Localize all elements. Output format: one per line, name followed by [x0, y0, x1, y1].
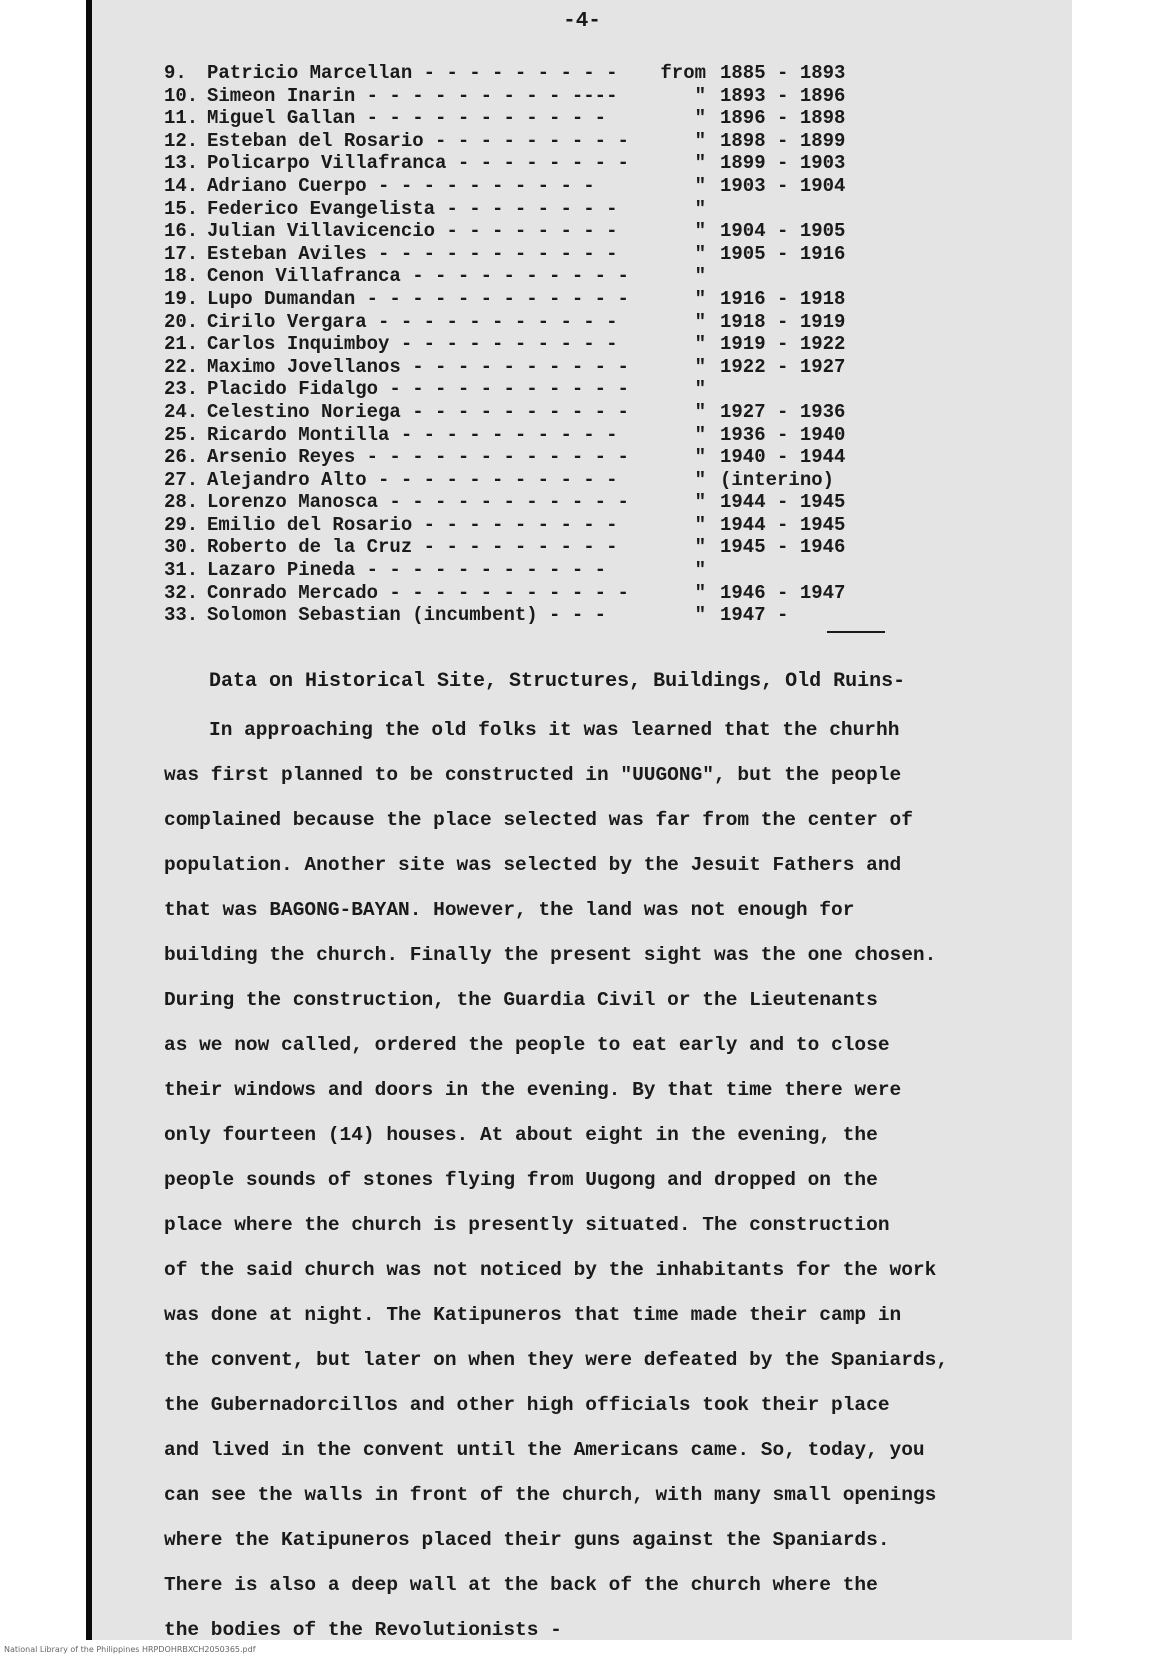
- paragraph-line: population. Another site was selected by the Jesuit Fathers and: [164, 854, 902, 876]
- official-name: Roberto de la Cruz - - - - - - - - -: [207, 536, 618, 559]
- paragraph-line: was done at night. The Katipuneros that time made their camp in: [164, 1304, 902, 1326]
- term-from-marker: ": [694, 378, 706, 401]
- official-number: 16.: [164, 220, 199, 243]
- official-name: Lupo Dumandan - - - - - - - - - - - -: [207, 287, 629, 310]
- official-name: Simeon Inarin - - - - - - - - - ----: [207, 84, 618, 107]
- term-years: 1936 - 1940: [720, 423, 846, 446]
- official-name: Celestino Noriega - - - - - - - - - -: [207, 400, 629, 423]
- term-from-marker: ": [694, 400, 706, 423]
- official-number: 18.: [164, 265, 199, 288]
- official-number: 30.: [164, 536, 199, 559]
- term-years: 1944 - 1945: [720, 491, 846, 514]
- official-number: 11.: [164, 107, 199, 130]
- official-name: Lorenzo Manosca - - - - - - - - - - -: [207, 491, 629, 514]
- paragraph-line: building the church. Finally the present sight was the one chosen.: [164, 944, 937, 966]
- term-from-marker: ": [694, 468, 706, 491]
- official-name: Federico Evangelista - - - - - - - -: [207, 197, 618, 220]
- term-years: (interino): [720, 468, 835, 491]
- official-number: 31.: [164, 559, 199, 582]
- term-years: 1918 - 1919: [720, 310, 846, 333]
- official-name: Emilio del Rosario - - - - - - - - -: [207, 513, 618, 536]
- paragraph-line: where the Katipuneros placed their guns against the Spaniards.: [164, 1529, 890, 1551]
- official-number: 32.: [164, 581, 199, 604]
- official-number: 33.: [164, 604, 199, 627]
- official-number: 17.: [164, 242, 199, 265]
- official-number: 24.: [164, 400, 199, 423]
- term-from-marker: ": [694, 559, 706, 582]
- left-margin: [0, 0, 86, 1658]
- history-paragraph: [164, 712, 1064, 1657]
- paragraph-line: the bodies of the Revolutionists -: [164, 1619, 562, 1641]
- official-name: Carlos Inquimboy - - - - - - - - - -: [207, 333, 618, 356]
- term-from-marker: ": [694, 536, 706, 559]
- official-name: Cirilo Vergara - - - - - - - - - - -: [207, 310, 618, 333]
- official-name: Patricio Marcellan - - - - - - - - -: [207, 62, 618, 84]
- official-name: Cenon Villafranca - - - - - - - - - -: [207, 265, 629, 288]
- term-years: 1946 - 1947: [720, 581, 846, 604]
- term-years: 1940 - 1944: [720, 446, 846, 469]
- official-number: 13.: [164, 152, 199, 175]
- term-years: 1893 - 1896: [720, 84, 846, 107]
- official-number: 15.: [164, 197, 199, 220]
- term-years: 1899 - 1903: [720, 152, 846, 175]
- section-heading: Data on Historical Site, Structures, Buildings, Old Ruins-: [209, 670, 906, 693]
- term-years: 1944 - 1945: [720, 513, 846, 536]
- term-years: 1885 - 1893: [720, 62, 846, 84]
- term-years: 1896 - 1898: [720, 107, 846, 130]
- official-number: 25.: [164, 423, 199, 446]
- paragraph-line: can see the walls in front of the church, with many small openings: [164, 1484, 937, 1506]
- official-name: Solomon Sebastian (incumbent) - - -: [207, 604, 607, 627]
- page-number: -4-: [563, 10, 601, 33]
- term-years: 1916 - 1918: [720, 287, 846, 310]
- paragraph-line: and lived in the convent until the Americans came. So, today, you: [164, 1439, 925, 1461]
- term-years: 1904 - 1905: [720, 220, 846, 243]
- term-from-marker: ": [694, 197, 706, 220]
- term-years: 1947 -: [720, 604, 789, 627]
- official-name: Conrado Mercado - - - - - - - - - - -: [207, 581, 629, 604]
- paragraph-line: During the construction, the Guardia Civil or the Lieutenants: [164, 989, 878, 1011]
- term-from-marker: from: [660, 62, 706, 84]
- official-name: Arsenio Reyes - - - - - - - - - - - -: [207, 446, 629, 469]
- official-number: 9.: [164, 62, 187, 84]
- official-name: Esteban Aviles - - - - - - - - - - -: [207, 242, 618, 265]
- paragraph-line: only fourteen (14) houses. At about eight in the evening, the: [164, 1124, 878, 1146]
- paragraph-line: was first planned to be constructed in "UUGONG", but the people: [164, 764, 902, 786]
- official-name: Miguel Gallan - - - - - - - - - - -: [207, 107, 607, 130]
- official-name: Lazaro Pineda - - - - - - - - - - -: [207, 559, 607, 582]
- term-from-marker: ": [694, 446, 706, 469]
- paragraph-line: that was BAGONG-BAYAN. However, the land was not enough for: [164, 899, 855, 921]
- official-number: 23.: [164, 378, 199, 401]
- term-from-marker: ": [694, 265, 706, 288]
- official-name: Maximo Jovellanos - - - - - - - - - -: [207, 355, 629, 378]
- official-name: Ricardo Montilla - - - - - - - - - -: [207, 423, 618, 446]
- paragraph-line: the convent, but later on when they were defeated by the Spaniards,: [164, 1349, 949, 1371]
- official-number: 14.: [164, 174, 199, 197]
- official-number: 22.: [164, 355, 199, 378]
- official-number: 20.: [164, 310, 199, 333]
- paragraph-line: the Gubernadorcillos and other high officials took their place: [164, 1394, 890, 1416]
- term-years: 1922 - 1927: [720, 355, 846, 378]
- term-years: 1945 - 1946: [720, 536, 846, 559]
- term-from-marker: ": [694, 513, 706, 536]
- official-name: Placido Fidalgo - - - - - - - - - - -: [207, 378, 629, 401]
- term-years: 1903 - 1904: [720, 174, 846, 197]
- term-from-marker: ": [694, 174, 706, 197]
- paragraph-line: of the said church was not noticed by the inhabitants for the work: [164, 1259, 937, 1281]
- official-number: 27.: [164, 468, 199, 491]
- term-from-marker: ": [694, 310, 706, 333]
- term-years: 1927 - 1936: [720, 400, 846, 423]
- term-from-marker: ": [694, 242, 706, 265]
- official-name: Esteban del Rosario - - - - - - - - -: [207, 129, 629, 152]
- term-from-marker: ": [694, 129, 706, 152]
- official-number: 21.: [164, 333, 199, 356]
- term-from-marker: ": [694, 604, 706, 627]
- open-term-line: [827, 631, 885, 633]
- official-number: 10.: [164, 84, 199, 107]
- official-name: Policarpo Villafranca - - - - - - - -: [207, 152, 629, 175]
- paragraph-line: people sounds of stones flying from Uugong and dropped on the: [164, 1169, 878, 1191]
- paragraph-line: complained because the place selected was far from the center of: [164, 809, 913, 831]
- term-from-marker: ": [694, 220, 706, 243]
- paragraph-line: as we now called, ordered the people to eat early and to close: [164, 1034, 890, 1056]
- official-name: Adriano Cuerpo - - - - - - - - - -: [207, 174, 595, 197]
- term-from-marker: ": [694, 333, 706, 356]
- official-number: 19.: [164, 287, 199, 310]
- term-from-marker: ": [694, 287, 706, 310]
- term-from-marker: ": [694, 491, 706, 514]
- official-number: 12.: [164, 129, 199, 152]
- paragraph-line: There is also a deep wall at the back of the church where the: [164, 1574, 878, 1596]
- paragraph-line: In approaching the old folks it was learned that the churhh: [209, 719, 900, 741]
- term-years: 1905 - 1916: [720, 242, 846, 265]
- official-number: 28.: [164, 491, 199, 514]
- term-from-marker: ": [694, 107, 706, 130]
- paragraph-line: their windows and doors in the evening. By that time there were: [164, 1079, 902, 1101]
- official-name: Alejandro Alto - - - - - - - - - - -: [207, 468, 618, 491]
- term-years: 1898 - 1899: [720, 129, 846, 152]
- official-number: 26.: [164, 446, 199, 469]
- term-from-marker: ": [694, 423, 706, 446]
- scan-footer: National Library of the Philippines HRPDOHRBXCH2050365.pdf: [4, 1645, 256, 1654]
- document-page: [92, 0, 1072, 1640]
- term-from-marker: ": [694, 84, 706, 107]
- paragraph-line: place where the church is presently situated. The construction: [164, 1214, 890, 1236]
- term-from-marker: ": [694, 152, 706, 175]
- official-name: Julian Villavicencio - - - - - - - -: [207, 220, 618, 243]
- term-from-marker: ": [694, 355, 706, 378]
- official-number: 29.: [164, 513, 199, 536]
- term-from-marker: ": [694, 581, 706, 604]
- term-years: 1919 - 1922: [720, 333, 846, 356]
